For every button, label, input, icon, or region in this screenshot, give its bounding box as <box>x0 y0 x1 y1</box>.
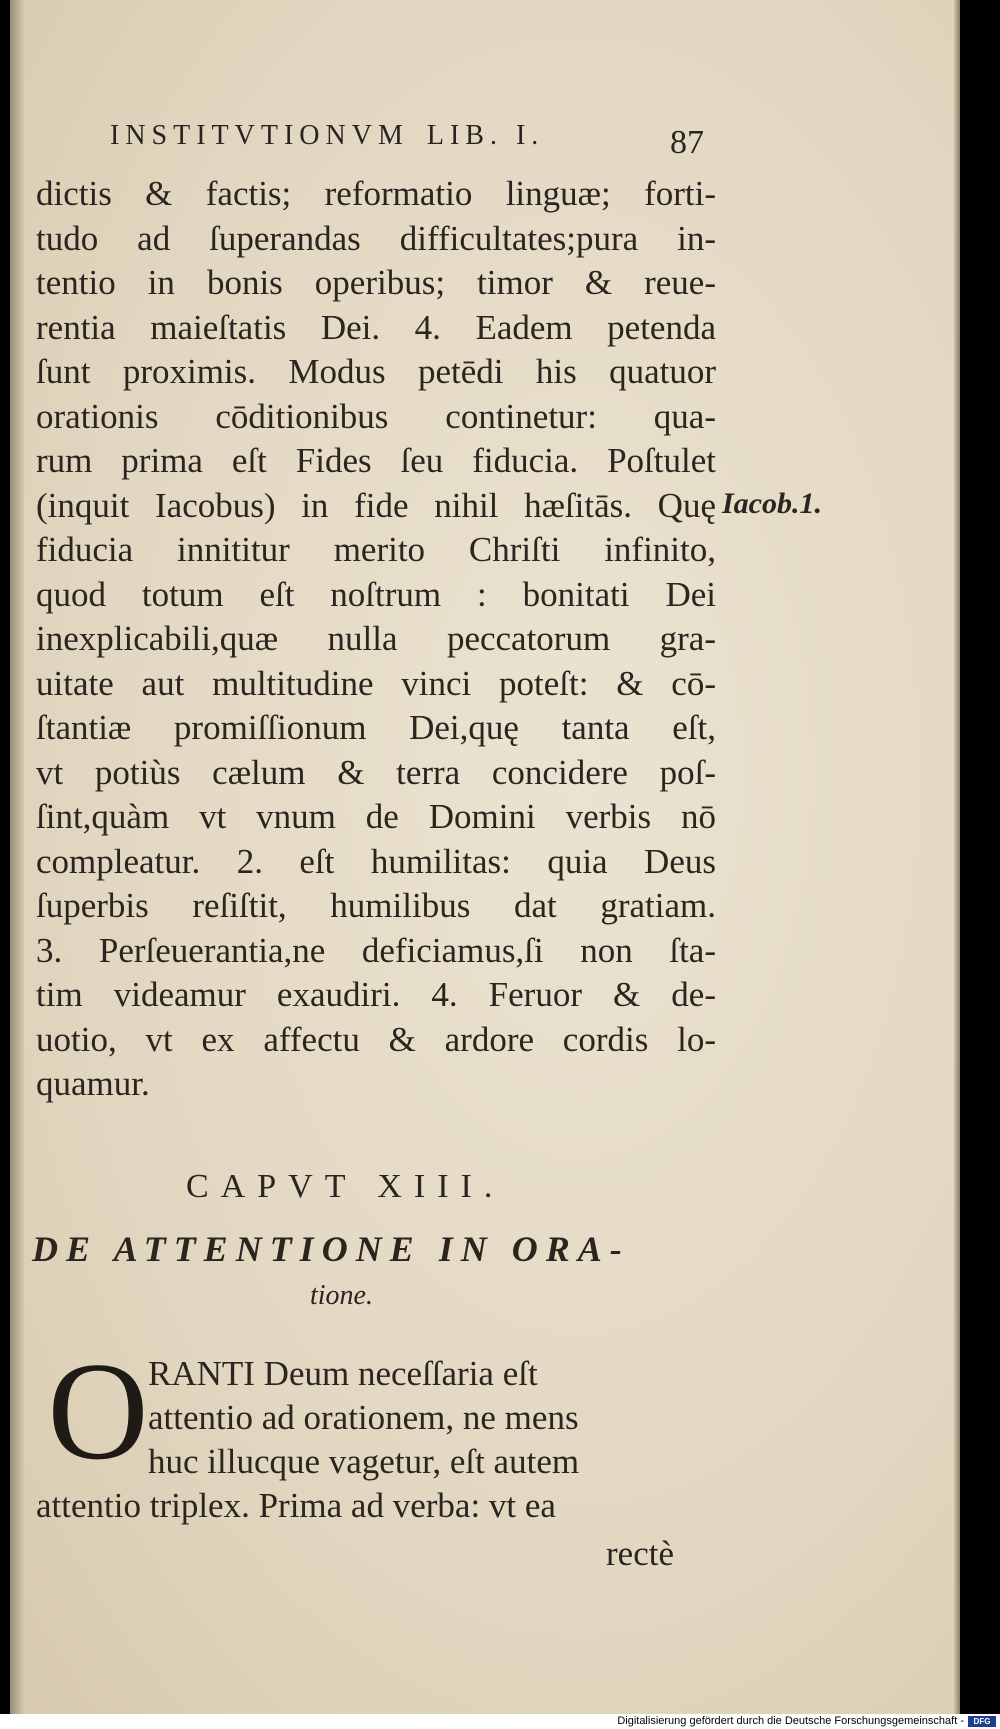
text-line: huc illucque vagetur, eſt autem <box>148 1442 580 1481</box>
running-header <box>110 120 710 164</box>
page-number: 87 <box>670 124 704 161</box>
text-line: RANTI Deum neceſſaria eſt <box>148 1354 538 1393</box>
text-line: attentio triplex. Prima ad verba: vt ea <box>36 1486 556 1525</box>
text-line: ſtantiæ promiſſionum Dei,quę tanta eſt, <box>36 708 716 747</box>
page-gutter <box>10 0 24 1714</box>
text-line: tentio in bonis operibus; timor & reue- <box>36 263 716 302</box>
book-page <box>10 0 960 1714</box>
marginal-note: Iacob.1. <box>722 487 822 520</box>
chapter-paragraph <box>36 1334 696 1528</box>
text-line: ſunt proximis. Modus petēdi his quatuor <box>36 352 716 391</box>
main-paragraph <box>36 172 716 1107</box>
page-edge <box>954 0 960 1714</box>
text-line: tim videamur exaudiri. 4. Feruor & de- <box>36 975 716 1014</box>
text-line: inexplicabili,quæ nulla peccatorum gra- <box>36 619 716 658</box>
book-label: LIB. I. <box>426 120 545 151</box>
text-line: fiducia innititur merito Chriſti infinito, <box>36 530 716 569</box>
catchword: rectè <box>606 1534 674 1573</box>
chapter-title: DE ATTENTIONE IN ORA- <box>32 1229 630 1269</box>
text-line: uotio, vt ex affectu & ardore cordis lo- <box>36 1019 716 1059</box>
chapter-title-continued: tione. <box>310 1280 373 1311</box>
chapter-number: CAPVT XIII. <box>186 1168 505 1205</box>
text-line: quod totum eſt noſtrum : bonitati Dei <box>36 574 716 614</box>
text-line: rentia maieſtatis Dei. 4. Eadem petenda <box>36 307 716 347</box>
text-line: vt potiùs cælum & terra concidere poſ- <box>36 752 716 792</box>
footer-credit: Digitalisierung gefördert durch die Deutsche Forschungsgemeinschaft - <box>617 1715 964 1727</box>
drop-cap-initial: O <box>47 1334 149 1489</box>
text-line: 3. Perſeuerantia,ne deficiamus,ſi non ſta- <box>36 930 716 970</box>
text-line: rum prima eſt Fides ſeu fiducia. Poſtulet <box>36 441 716 480</box>
text-line: tudo ad ſuperandas difficultates;pura in- <box>36 218 716 258</box>
text-line: ſuperbis reſiſtit, humilibus dat gratiam. <box>36 886 716 925</box>
text-line: orationis cōditionibus continetur: qua- <box>36 396 716 436</box>
text-line: dictis & factis; reformatio linguæ; forti- <box>36 174 716 213</box>
text-line: attentio ad orationem, ne mens <box>148 1398 579 1437</box>
text-line: uitate aut multitudine vinci poteſt: & cō- <box>36 663 716 703</box>
text-line: (inquit Iacobus) in fide nihil hæſitās. Quę <box>36 485 716 525</box>
digitization-footer <box>0 1714 1000 1729</box>
text-line: ſint,quàm vt vnum de Domini verbis nō <box>36 797 716 836</box>
running-title: INSTITVTIONVM <box>110 120 409 151</box>
dfg-logo: DFG <box>968 1716 996 1727</box>
text-line: compleatur. 2. eſt humilitas: quia Deus <box>36 841 716 881</box>
text-line: quamur. <box>36 1064 150 1103</box>
